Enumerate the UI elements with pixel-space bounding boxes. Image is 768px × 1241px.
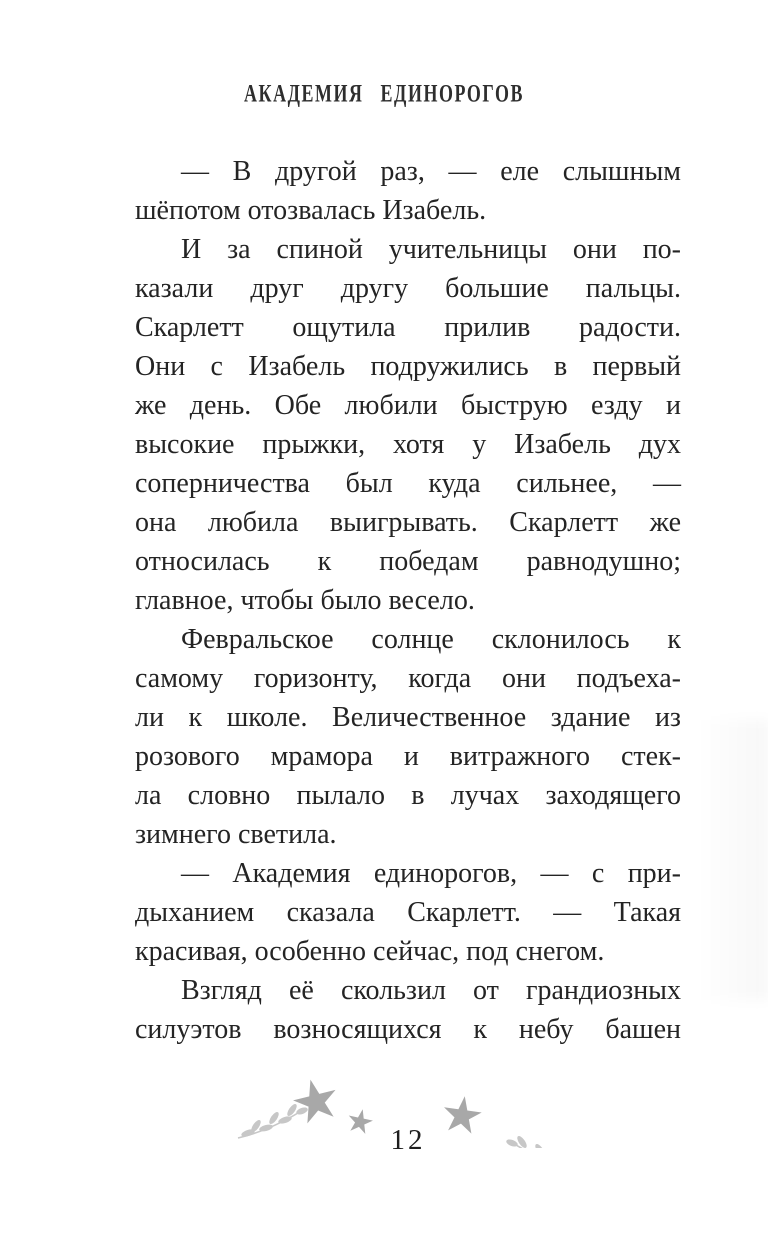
text-line: высокие прыжки, хотя у Изабель дух bbox=[135, 429, 681, 460]
text-line: относилась к победам равнодушно; bbox=[135, 546, 681, 577]
text-line: красивая, особенно сейчас, под снегом. bbox=[135, 936, 605, 967]
text-line: она любила выигрывать. Скарлетт же bbox=[135, 507, 681, 538]
text-line: самому горизонту, когда они подъеха- bbox=[135, 663, 681, 694]
text-line: шёпотом отозвалась Изабель. bbox=[135, 195, 487, 226]
paragraph bbox=[135, 620, 681, 854]
text-line: соперничества был куда сильнее, — bbox=[135, 468, 681, 499]
text-line: ли к школе. Величественное здание из bbox=[135, 702, 681, 733]
text-line: Взгляд её скользил от грандиозных bbox=[181, 975, 681, 1006]
text-line: розового мрамора и витражного стек- bbox=[135, 741, 681, 772]
text-line: казали друг другу большие пальцы. bbox=[135, 273, 681, 304]
paragraph bbox=[135, 152, 681, 230]
text-line: Февральское солнце склонилось к bbox=[181, 624, 681, 655]
running-header: АКАДЕМИЯ ЕДИНОРОГОВ bbox=[244, 80, 524, 107]
text-line: ла словно пылало в лучах заходящего bbox=[135, 780, 681, 811]
paragraph bbox=[135, 230, 681, 620]
text-line: главное, чтобы было весело. bbox=[135, 585, 475, 616]
scan-shadow bbox=[698, 720, 768, 1000]
paragraph bbox=[135, 854, 681, 971]
text-line: И за спиной учительницы они по- bbox=[181, 234, 681, 265]
text-line: — Академия единорогов, — с при- bbox=[181, 858, 681, 889]
text-line: силуэтов возносящихся к небу башен bbox=[135, 1014, 681, 1045]
text-line: дыханием сказала Скарлетт. — Такая bbox=[135, 897, 681, 928]
page-number: 12 bbox=[390, 1124, 426, 1156]
text-line: Они с Изабель подружились в первый bbox=[135, 351, 681, 382]
text-line: — В другой раз, — еле слышным bbox=[181, 156, 681, 187]
paragraph bbox=[135, 971, 681, 1049]
text-line: же день. Обе любили быструю езду и bbox=[135, 390, 681, 421]
body-text bbox=[135, 152, 681, 1049]
text-line: Скарлетт ощутила прилив радости. bbox=[135, 312, 681, 343]
text-line: зимнего светила. bbox=[135, 819, 337, 850]
star-large-icon bbox=[289, 1076, 342, 1125]
